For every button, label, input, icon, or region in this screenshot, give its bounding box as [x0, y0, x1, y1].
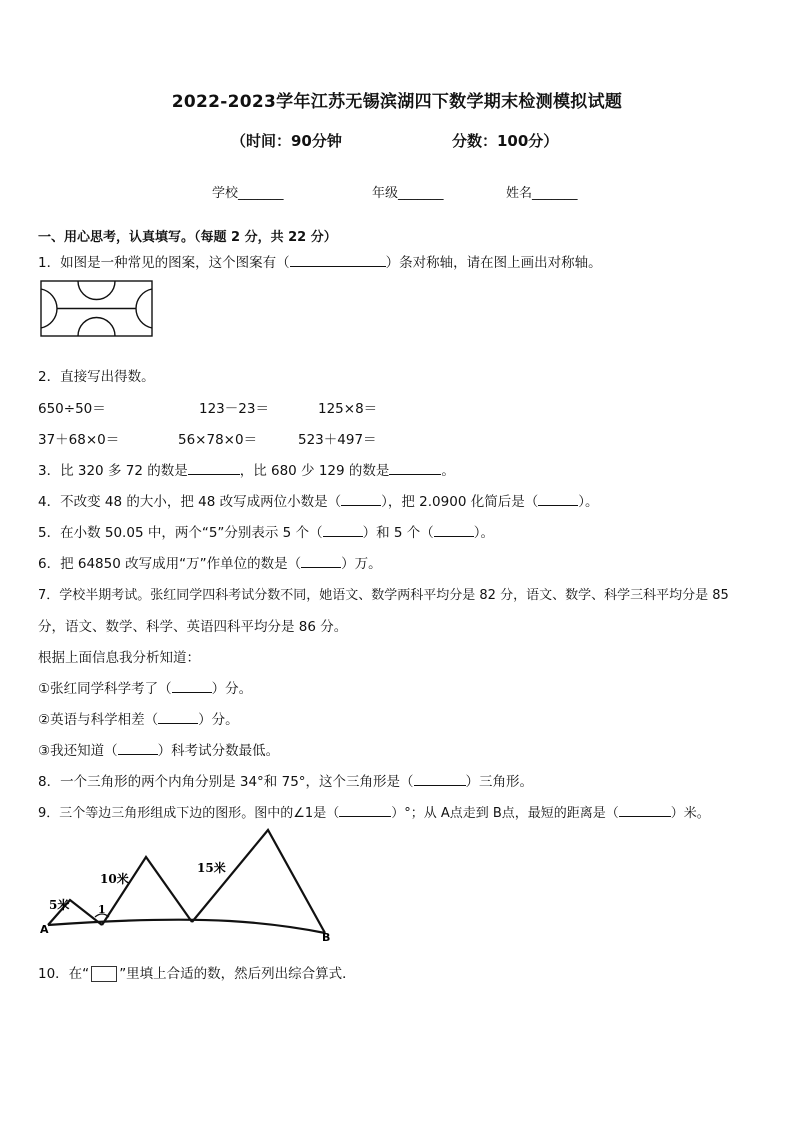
question-7-line-3: 根据上面信息我分析知道：	[38, 650, 200, 666]
grade-field: 年级_______	[372, 186, 444, 201]
q7-s2-text-b: ）分。	[198, 712, 239, 728]
q5-blank-1[interactable]	[323, 524, 363, 537]
q1-blank[interactable]	[290, 254, 386, 267]
q4-blank-1[interactable]	[341, 493, 381, 506]
q3-text-b: ，比 680 少 129 的数是	[239, 463, 390, 479]
large-triangle	[192, 830, 325, 933]
triangles-base-line	[48, 920, 325, 933]
calc-5: 56×78×0＝	[178, 432, 258, 448]
q8-text-b: ）三角形。	[465, 774, 534, 790]
question-10	[38, 962, 356, 982]
q4-blank-2[interactable]	[538, 493, 578, 506]
q4-text-b: ），把 2.0900 化简后是（	[381, 494, 539, 510]
name-field: 姓名_______	[506, 186, 578, 201]
question-5	[38, 521, 494, 541]
question-7-sub-3	[38, 739, 279, 759]
q1-text-b: ）条对称轴，请在图上画出对称轴。	[385, 255, 602, 271]
q6-text-a: 6．把 64850 改写成用“万”作单位的数是（	[38, 556, 302, 572]
q7-s3-text-b: ）科考试分数最低。	[157, 743, 280, 759]
label-5m: 5米	[49, 898, 70, 912]
q1-text-a: 1．如图是一种常见的图案，这个图案有（	[38, 255, 290, 271]
label-angle-1: 1	[98, 903, 106, 916]
q7-s3-blank[interactable]	[118, 742, 158, 755]
question-7-line-1: 7．学校半期考试。张红同学四科考试分数不同，她语文、数学两科平均分是 82 分，语文、数学、科学三科平均分是 85	[38, 588, 729, 603]
calc-1: 650÷50＝	[38, 401, 106, 417]
question-4	[38, 490, 598, 510]
calc-2: 123－23＝	[199, 401, 269, 417]
question-7-sub-2	[38, 708, 239, 728]
school-field: 学校_______	[212, 186, 284, 201]
q5-text-a: 5．在小数 50.05 中，两个“5”分别表示 5 个（	[38, 525, 323, 541]
q9-blank-2[interactable]	[619, 804, 671, 817]
q8-text-a: 8．一个三角形的两个内角分别是 34°和 75°，这个三角形是（	[38, 774, 414, 790]
triangles-figure	[40, 825, 340, 945]
calc-6: 523＋497＝	[298, 432, 377, 448]
q6-blank[interactable]	[301, 555, 341, 568]
exam-time: （时间：90分钟	[231, 132, 342, 150]
medium-triangle	[102, 857, 192, 925]
q7-s3-text-a: ③我还知道（	[38, 743, 118, 759]
q9-text-a: 9．三个等边三角形组成下边的图形。图中的∠1是（	[38, 806, 340, 821]
q10-box-blank[interactable]	[91, 966, 117, 982]
label-15m: 15米	[197, 861, 226, 875]
q9-blank-1[interactable]	[339, 804, 391, 817]
label-point-a: A	[40, 923, 49, 936]
q6-text-b: ）万。	[341, 556, 382, 572]
exam-score: 分数：100分）	[452, 132, 559, 150]
q4-text-c: ）。	[578, 494, 599, 510]
q9-text-b: ）°；从 A点走到 B点，最短的距离是（	[391, 806, 619, 821]
q3-blank-2[interactable]	[389, 462, 441, 475]
question-6	[38, 552, 382, 572]
q5-blank-2[interactable]	[434, 524, 474, 537]
q10-text-a: 10．在“	[38, 966, 90, 982]
q3-text-a: 3．比 320 多 72 的数是	[38, 463, 188, 479]
question-7-sub-1	[38, 677, 252, 697]
question-9	[38, 802, 710, 821]
question-3	[38, 459, 455, 479]
q10-text-b: ”里填上合适的数，然后列出综合算式．	[119, 966, 356, 982]
section-heading: 一、用心思考，认真填写。（每题 2 分，共 22 分）	[38, 230, 337, 245]
q7-s2-blank[interactable]	[158, 711, 198, 724]
symmetry-pattern-figure	[40, 280, 153, 337]
q5-text-c: ）。	[473, 525, 494, 541]
q4-text-a: 4．不改变 48 的大小，把 48 改写成两位小数是（	[38, 494, 342, 510]
question-7-line-2: 分，语文、数学、科学、英语四科平均分是 86 分。	[38, 619, 348, 635]
calc-3: 125×8＝	[318, 401, 378, 417]
q9-text-c: ）米。	[670, 806, 710, 821]
calc-4: 37＋68×0＝	[38, 432, 120, 448]
question-8	[38, 770, 533, 790]
question-2: 2．直接写出得数。	[38, 369, 155, 385]
q5-text-b: ）和 5 个（	[362, 525, 434, 541]
q7-s1-blank[interactable]	[172, 680, 212, 693]
q7-s1-text-b: ）分。	[211, 681, 253, 697]
question-1	[38, 251, 602, 271]
q8-blank[interactable]	[414, 773, 466, 786]
q3-text-c: 。	[441, 463, 455, 479]
q7-s1-text-a: ①张红同学科学考了（	[38, 681, 172, 697]
page-title: 2022-2023学年江苏无锡滨湖四下数学期末检测模拟试题	[171, 92, 623, 112]
label-10m: 10米	[100, 872, 129, 886]
label-point-b: B	[322, 931, 331, 944]
q7-s2-text-a: ②英语与科学相差（	[38, 712, 159, 728]
q3-blank-1[interactable]	[188, 462, 240, 475]
